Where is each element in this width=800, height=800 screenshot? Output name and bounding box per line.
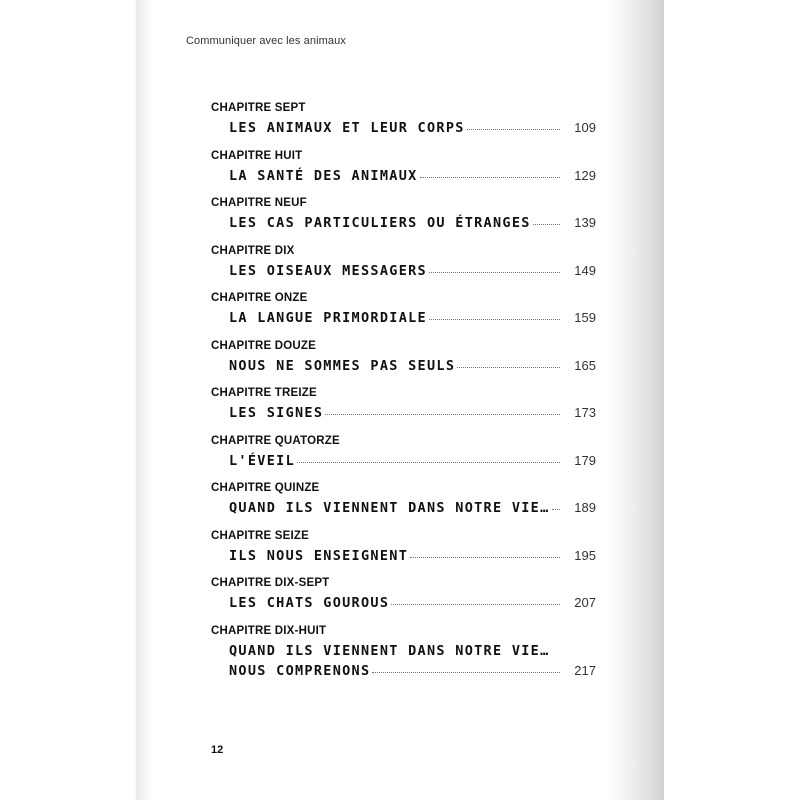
toc-title-row [229,358,596,374]
folio-page-number: 12 [211,744,224,756]
page-number: 149 [574,262,596,278]
toc-title-row [229,215,596,231]
page-number: 207 [574,595,596,610]
chapter-label: CHAPITRE NEUF [211,197,307,209]
chapter-title-line-2: NOUS COMPRENONS [229,662,371,679]
toc-title-row [229,500,596,516]
chapter-title: L'ÉVEIL [229,452,295,469]
page-number: 159 [574,310,596,325]
background-margin [664,0,800,800]
toc-entry[interactable] [211,150,601,198]
toc-entry[interactable] [211,482,601,530]
toc-entry[interactable] [211,340,601,388]
toc-title-row [229,453,596,469]
page-edge-shadow [606,0,664,800]
chapter-title: ILS NOUS ENSEIGNENT [229,547,409,564]
page-number: 189 [574,500,596,515]
chapter-title: NOUS NE SOMMES PAS SEULS [229,357,456,374]
toc-entry[interactable] [211,530,601,578]
dot-leader [391,604,560,605]
chapter-title: LES CHATS GOUROUS [229,595,390,611]
toc-title-row [229,405,596,421]
chapter-title: LES SIGNES [229,405,324,421]
chapter-label: CHAPITRE QUINZE [211,482,320,494]
page-number: 195 [574,547,596,563]
toc-entry[interactable] [211,197,601,245]
page-gutter-shadow [136,0,152,800]
chapter-label: CHAPITRE DIX [211,244,295,257]
toc-entry[interactable] [211,292,601,340]
chapter-label: CHAPITRE SEPT [211,102,306,114]
chapter-title: LES CAS PARTICULIERS OU ÉTRANGES [229,215,531,231]
chapter-title: QUAND ILS VIENNENT DANS NOTRE VIE… [229,500,550,516]
chapter-label: CHAPITRE DIX-HUIT [211,624,327,637]
chapter-label: CHAPITRE HUIT [211,149,303,162]
chapter-title: LES OISEAUX MESSAGERS [229,262,427,279]
page-number: 139 [574,215,596,230]
toc-entry[interactable] [211,577,601,625]
dot-leader [457,367,560,368]
dot-leader [533,224,560,225]
chapter-title-line-1: QUAND ILS VIENNENT DANS NOTRE VIE… [229,642,550,659]
page-number: 165 [574,357,596,373]
chapter-label: CHAPITRE ONZE [211,292,308,304]
toc-entry[interactable] [211,625,601,695]
dot-leader [297,462,560,463]
toc-title-row [229,548,596,564]
dot-leader [429,272,560,273]
table-of-contents [211,102,601,695]
toc-title-row [229,663,596,679]
toc-entry[interactable] [211,387,601,435]
toc-title-row [229,120,596,136]
chapter-title: LES ANIMAUX ET LEUR CORPS [229,120,465,136]
dot-leader [552,509,560,510]
page-number: 109 [574,120,596,135]
toc-title-row [229,595,596,611]
toc-entry[interactable] [211,102,601,150]
dot-leader [372,672,560,673]
toc-entry[interactable] [211,245,601,293]
page-number: 129 [574,167,596,183]
chapter-title: LA SANTÉ DES ANIMAUX [229,167,418,184]
page-number: 179 [574,452,596,468]
running-head: Communiquer avec les animaux [186,35,346,47]
page-number: 217 [574,662,596,678]
toc-entry[interactable] [211,435,601,483]
chapter-title: LA LANGUE PRIMORDIALE [229,310,427,326]
toc-title-row [229,263,596,279]
chapter-label: CHAPITRE TREIZE [211,387,317,399]
dot-leader [410,557,560,558]
dot-leader [325,414,560,415]
toc-title-row [229,168,596,184]
chapter-label: CHAPITRE QUATORZE [211,434,340,447]
toc-title-row [229,310,596,326]
dot-leader [429,319,560,320]
dot-leader [420,177,560,178]
page-number: 173 [574,405,596,420]
chapter-label: CHAPITRE DIX-SEPT [211,577,330,589]
chapter-label: CHAPITRE SEIZE [211,529,310,542]
dot-leader [467,129,560,130]
chapter-label: CHAPITRE DOUZE [211,339,317,352]
